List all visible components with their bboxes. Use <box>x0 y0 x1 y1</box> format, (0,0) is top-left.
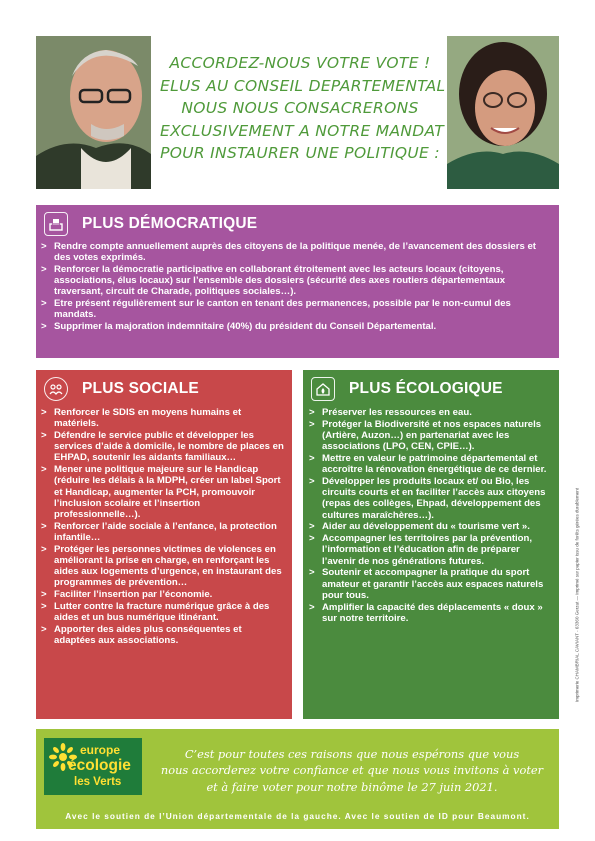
closing-line-1: C’est pour toutes ces raisons que nous espérons que vous <box>184 747 520 761</box>
social-title: PLUS SOCIALE <box>82 380 199 397</box>
logo-line-europe: europe <box>80 743 121 757</box>
ecological-list <box>309 407 553 625</box>
headline-line-1: ACCORDEZ-NOUS VOTRE VOTE ! <box>169 54 431 72</box>
list-item: > Renforcer l’aide sociale à l’enfance, la protection infantile… <box>41 521 285 543</box>
closing-message <box>152 746 552 795</box>
list-item: > Renforcer le SDIS en moyens humains et matériels. <box>41 407 285 429</box>
candidate-portrait-woman <box>447 36 559 189</box>
social-header <box>44 376 199 402</box>
list-item: > Rendre compte annuellement auprès des citoyens de la politique menée, de l’avancement des dossiers et des votes exprimés. <box>41 241 553 263</box>
ecological-section <box>303 370 559 719</box>
people-circle-icon <box>44 377 68 401</box>
closing-line-2: nous accorderez votre confiance et que nous vous invitons à voter <box>160 763 544 778</box>
list-item: > Etre présent régulièrement sur le canton en tenant des permanences, possible par le non-cumul des mandats. <box>41 298 553 320</box>
eco-house-icon <box>311 377 335 401</box>
headline-line-5: POUR INSTAURER UNE POLITIQUE : <box>160 144 440 162</box>
democratic-title: PLUS DÉMOCRATIQUE <box>82 215 258 232</box>
headline-line-3: NOUS NOUS CONSACRERONS <box>181 99 419 117</box>
candidate-portrait-man <box>36 36 151 189</box>
list-item: > Supprimer la majoration indemnitaire (40%) du président du Conseil Départemental. <box>41 321 553 332</box>
list-item: > Apporter des aides plus conséquentes et adaptées aux associations. <box>41 624 285 646</box>
list-item: > Protéger la Biodiversité et nos espaces naturels (Artière, Auzon…) en partenariat avec les associations (LPO, CEN, CPIE…). <box>309 419 553 453</box>
list-item: > Renforcer la démocratie participative en collaborant étroitement avec les acteurs locaux (citoyens, associations, élus locaux) sur l’ensemble des dossiers (sécurité des axes routiers départementaux traversant, circuit de Charade, politiques sociales…). <box>41 264 553 298</box>
list-item: > Soutenir et accompagner la pratique du sport amateur et garantir l’accès aux espaces naturels pour tous. <box>309 567 553 601</box>
ballot-box-icon <box>44 212 68 236</box>
list-item: > Aider au développement du « tourisme vert ». <box>309 521 553 532</box>
ecological-header <box>311 376 503 402</box>
candidate-photo-man <box>36 36 151 189</box>
ecological-title: PLUS ÉCOLOGIQUE <box>349 380 503 397</box>
social-section <box>36 370 292 719</box>
closing-line-3: et à faire voter pour notre binôme le 27 juin 2021. <box>206 779 498 794</box>
democratic-section <box>36 205 559 358</box>
list-item: > Faciliter l’insertion par l’économie. <box>41 589 285 600</box>
list-item: > Amplifier la capacité des déplacements « doux » sur notre territoire. <box>309 602 553 624</box>
list-item: > Protéger les personnes victimes de violences en améliorant la prise en charge, en renforçant les aides aux logements d’urgence, en instaurant des programmes de prévention… <box>41 544 285 589</box>
list-item: > Préserver les ressources en eau. <box>309 407 553 418</box>
list-item: > Accompagner les territoires par la prévention, l’information et l’éducation afin de préparer l’avenir de nos générations futures. <box>309 533 553 567</box>
democratic-header <box>44 211 257 237</box>
list-item: > Développer les produits locaux et/ ou Bio, les circuits courts et en faciliter l’accès aux citoyens (repas des collèges, Ehpad, développement des cultures maraîchères…). <box>309 476 553 521</box>
list-item: > Défendre le service public et développer les services d’aide à domicile, le nombre de places en EHPAD, soutenir les aidants familiaux… <box>41 430 285 464</box>
candidate-photo-woman <box>447 36 559 189</box>
printer-mention-text: Imprimerie CHAMBRIAL CAVIANT - 63360 Gerzat — Imprimé sur papier issu de forêts gérées durablement <box>574 488 580 702</box>
logo-line-verts: les Verts <box>74 776 122 788</box>
footer-banner <box>36 729 559 829</box>
headline <box>160 52 446 165</box>
list-item: > Mener une politique majeure sur le Handicap (réduire les délais à la MDPH, créer un label Sport et Handicap, augmenter la PCH, promouvoir l’inclusion scolaire et l’insertion professionnelle…). <box>41 464 285 520</box>
printer-mention <box>572 460 582 730</box>
list-item: > Mettre en valeur le patrimoine départemental et accroître la rénovation énergétique de ce dernier. <box>309 453 553 475</box>
europe-ecologie-logo <box>44 738 142 795</box>
support-mention: Avec le soutien de l’Union départementale de la gauche. Avec le soutien de ID pour Beaumont. <box>65 811 530 821</box>
list-item: > Lutter contre la fracture numérique grâce à des aides et un bus numérique itinérant. <box>41 601 285 623</box>
logo-line-ecologie: écologie <box>68 757 131 774</box>
headline-line-4: EXCLUSIVEMENT A NOTRE MANDAT <box>160 121 445 140</box>
headline-line-2: ELUS AU CONSEIL DEPARTEMENTAL <box>160 76 446 95</box>
democratic-list <box>41 241 553 333</box>
social-list <box>41 407 285 647</box>
